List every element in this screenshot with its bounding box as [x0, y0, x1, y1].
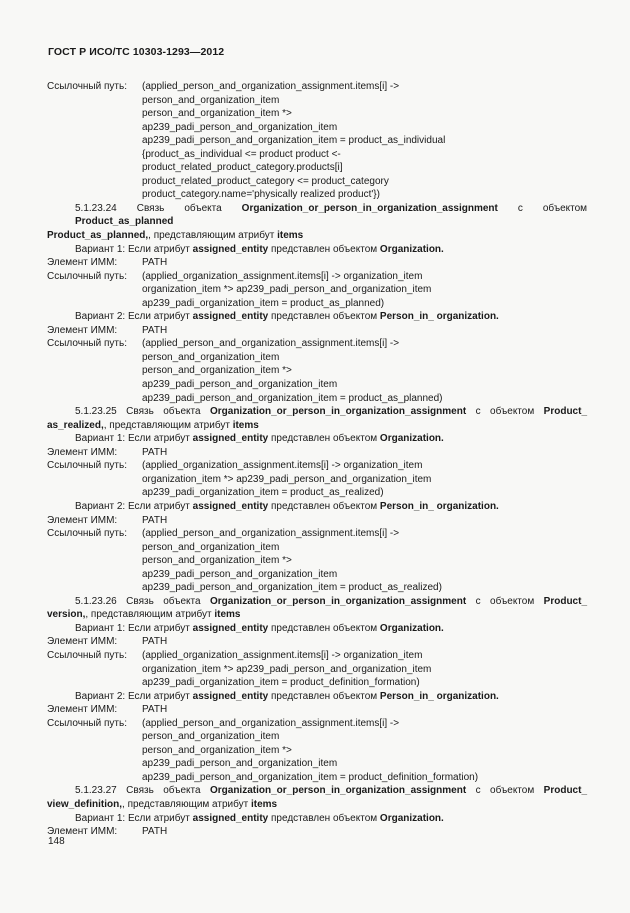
ref-path-line: Ссылочный путь: (applied_organization_assignment.items[i] -> organization_item — [47, 270, 423, 282]
variant-1: Вариант 1: Если атрибут assigned_entity представлен объектом Organization. — [75, 812, 444, 824]
path-text: ap239_padi_person_and_organization_item — [142, 121, 338, 133]
element-imm-line: Элемент ИММ: PATH — [47, 704, 168, 716]
ref-path-line: Ссылочный путь: (applied_organization_assignment.items[i] -> organization_item — [47, 460, 423, 472]
section-heading-cont: version,, представляющим атрибут items — [47, 609, 241, 621]
section-heading: 5.1.23.25 Связь объекта Organization_or_person_in_organization_assignment с объектом Product_ — [75, 406, 588, 418]
variant-2: Вариант 2: Если атрибут assigned_entity представлен объектом Person_in_ organization. — [75, 311, 499, 323]
path-text: ap239_padi_person_and_organization_item = product_as_individual — [142, 135, 446, 147]
section-heading-cont: view_definition,, представляющим атрибут items — [47, 798, 278, 810]
path-text: product_related_product_category <= product_category — [142, 175, 389, 187]
variant-2: Вариант 2: Если атрибут assigned_entity представлен объектом Person_in_ organization. — [75, 690, 499, 702]
section-heading: 5.1.23.24 Связь объекта Organization_or_person_in_organization_assignment с объектом Product_as_planned — [75, 202, 588, 228]
document-body: Ссылочный путь: (applied_person_and_organization_assignment.items[i] -> person_and_organization_item person_and_organization_item *> ap239_padi_person_and_organization_item ap239_padi_person_and_organization_item = product_as_individual {product_as_individual <= product product <- product_related_product_category.products[i] product_related_product_category <= product_category product_category.name='physically realized product'}) 5.1.23.24 Связь объекта Organization_or_person_in_organization_assignment с объектом Product_as_planned Product_as_planned,, представляющим атрибут items Вариант 1: Если атрибут assigned_entity представлен объектом Organization. Элемент ИММ: PATH Ссылочный путь: (applied_organization_assignment.items[i] -> organization_item organization_item *> ap239_padi_person_and_organization_item ap239_padi_organization_item = product_as_planned) Вариант 2: Если атрибут assigned_entity представлен объектом Person_in_ organization. Элемент ИММ: PATH Ссылочный путь: (applied_person_and_organization_assignment.items[i] -> person_and_organization_item person_and_organization_item *> ap239_padi_person_and_organization_item ap239_padi_person_and_organization_item = product_as_planned) 5.1.23.25 Связь объекта Organization_or_person_in_organization_assignment с объектом Product_ as_realized,, представляющим атрибут items Вариант 1: Если атрибут assigned_entity представлен объектом Organization. Элемент ИММ: PATH Ссылочный путь: (applied_organization_assignment.items[i] -> organization_item organization_item *> ap239_padi_person_and_organization_item ap239_padi_organization_item = product_as_realized) Вариант 2: Если атрибут assigned_entity представлен объектом Person_in_ organization. Элемент ИММ: PATH Ссылочный путь: (applied_person_and_organization_assignment.items[i] -> person_and_organization_item person_and_organization_item *> ap239_padi_person_and_organization_item ap239_padi_person_and_organization_item = product_as_realized) 5.1.23.26 Связь объекта Organization_or_person_in_organization_assignment с объектом Product_ version,, представляющим атрибут items Вариант 1: Если атрибут assigned_entity представлен объектом Organization. Элемент ИММ: PATH Ссылочный путь: (applied_organization_assignment.items[i] -> organization_item organization_item *> ap239_padi_person_and_organization_item ap239_padi_organization_item = product_definition_formation) Вариант 2: Если атрибут assigned_entity представлен объектом Person_in_ organization. Элемент ИММ: PATH Ссылочный путь: (applied_person_and_organization_assignment.items[i] -> person_and_organization_item person_and_organization_item *> ap239_padi_person_and_organization_item ap239_padi_person_and_organization_item = product_definition_formation) 5.1.23.27 Связь объекта Organization_or_person_in_organization_assignment с объектом Product_ view_definition,, представляющим атрибут items Вариант 1: Если атрибут assigned_entity представлен объектом Organization. Элемент ИММ: PATH — [47, 81, 588, 838]
variant-1: Вариант 1: Если атрибут assigned_entity представлен объектом Organization. — [75, 433, 444, 445]
ref-path-label: Ссылочный путь: — [47, 81, 127, 92]
element-imm-line: Элемент ИММ: PATH — [47, 514, 168, 526]
element-imm-line: Элемент ИММ: PATH — [47, 826, 168, 838]
page-number: 148 — [48, 836, 65, 847]
path-text: person_and_organization_item — [142, 94, 280, 106]
ref-path-line: Ссылочный путь: (applied_person_and_organization_assignment.items[i] -> — [47, 338, 400, 350]
variant-1: Вариант 1: Если атрибут assigned_entity представлен объектом Organization. — [75, 243, 444, 255]
path-text: product_category.name='physically realized product'}) — [142, 189, 380, 201]
section-heading-cont: as_realized,, представляющим атрибут items — [47, 419, 259, 431]
document-header: ГОСТ Р ИСО/ТС 10303-1293—2012 — [48, 46, 225, 58]
element-imm-line: Элемент ИММ: PATH — [47, 636, 168, 648]
section-heading-cont: Product_as_planned,, представляющим атрибут items — [47, 230, 304, 242]
variant-2: Вариант 2: Если атрибут assigned_entity представлен объектом Person_in_ organization. — [75, 500, 499, 512]
ref-path-line — [47, 80, 587, 94]
ref-path-line: Ссылочный путь: (applied_organization_assignment.items[i] -> organization_item — [47, 649, 423, 661]
path-text: product_related_product_category.products[i] — [142, 162, 343, 174]
path-text: person_and_organization_item *> — [142, 108, 292, 120]
section-heading: 5.1.23.27 Связь объекта Organization_or_person_in_organization_assignment с объектом Product_ — [75, 785, 588, 797]
section-heading: 5.1.23.26 Связь объекта Organization_or_person_in_organization_assignment с объектом Product_ — [75, 595, 588, 607]
ref-path-line: Ссылочный путь: (applied_person_and_organization_assignment.items[i] -> — [47, 717, 400, 729]
path-text: {product_as_individual <= product product <- — [142, 148, 341, 160]
element-imm-line: Элемент ИММ: PATH — [47, 446, 168, 458]
path-text: (applied_person_and_organization_assignment.items[i] -> — [142, 81, 400, 92]
ref-path-line: Ссылочный путь: (applied_person_and_organization_assignment.items[i] -> — [47, 528, 400, 540]
variant-1: Вариант 1: Если атрибут assigned_entity представлен объектом Organization. — [75, 622, 444, 634]
element-imm-line: Элемент ИММ: PATH — [47, 257, 168, 269]
element-imm-line: Элемент ИММ: PATH — [47, 324, 168, 336]
